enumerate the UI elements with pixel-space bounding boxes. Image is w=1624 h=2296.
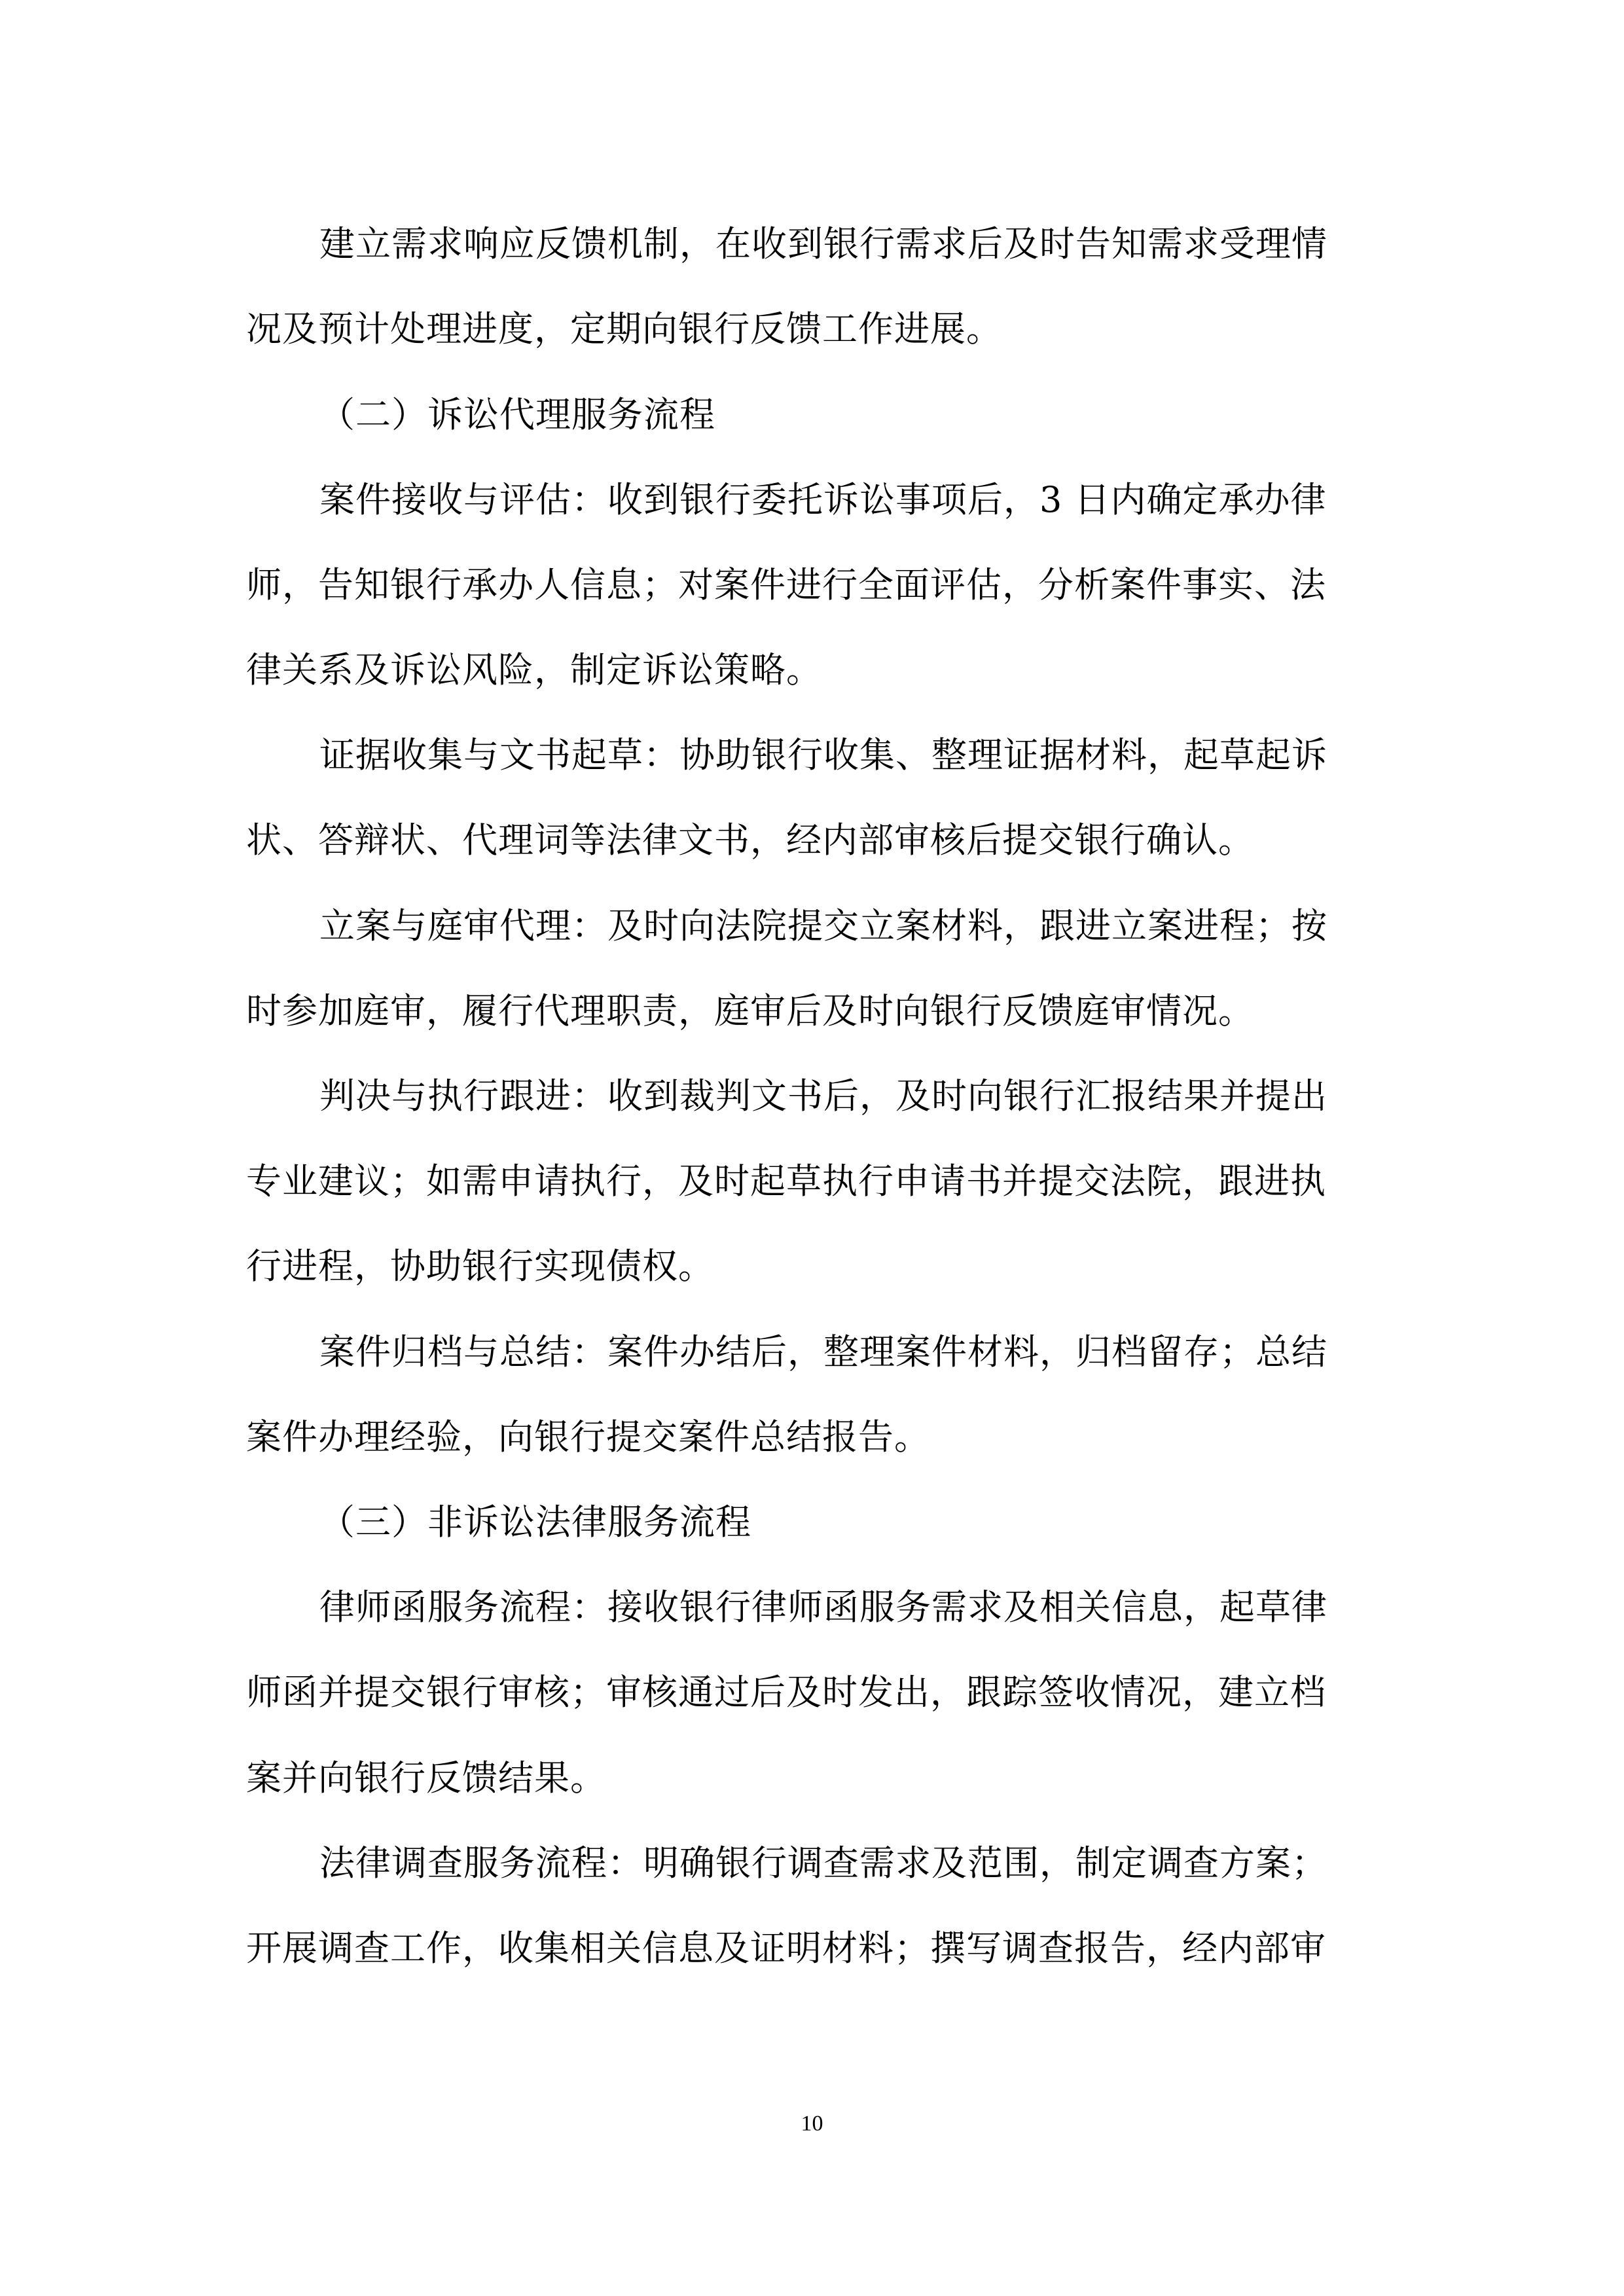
page-number: 10: [801, 2111, 823, 2136]
paragraph-line: 案件接收与评估：收到银行委托诉讼事项后，3 日内确定承办律: [319, 479, 1327, 520]
paragraph-line: 专业建议；如需申请执行，及时起草执行申请书并提交法院，跟进执: [246, 1160, 1326, 1202]
paragraph-line: 案件归档与总结：案件办结后，整理案件材料，归档留存；总结: [319, 1331, 1327, 1372]
paragraph-line: 师，告知银行承办人信息；对案件进行全面评估，分析案件事实、法: [246, 564, 1326, 605]
paragraph-line: 律关系及诉讼风险，制定诉讼策略。: [246, 649, 822, 691]
paragraph-line: 判决与执行跟进：收到裁判文书后，及时向银行汇报结果并提出: [319, 1075, 1327, 1117]
section-heading: （三）非诉讼法律服务流程: [319, 1501, 751, 1543]
paragraph-line: 法律调查服务流程：明确银行调查需求及范围，制定调查方案；: [319, 1842, 1327, 1884]
paragraph-line: 律师函服务流程：接收银行律师函服务需求及相关信息，起草律: [319, 1587, 1327, 1628]
paragraph-line: 案并向银行反馈结果。: [246, 1757, 606, 1799]
paragraph-line: 立案与庭审代理：及时向法院提交立案材料，跟进立案进程；按: [319, 905, 1327, 946]
paragraph-line: 开展调查工作，收集相关信息及证明材料；撰写调查报告，经内部审: [246, 1928, 1326, 1969]
paragraph-line: 案件办理经验，向银行提交案件总结报告。: [246, 1416, 930, 1458]
paragraph-line: 状、答辩状、代理词等法律文书，经内部审核后提交银行确认。: [246, 819, 1254, 861]
paragraph-line: 时参加庭审，履行代理职责，庭审后及时向银行反馈庭审情况。: [246, 990, 1254, 1031]
paragraph-line: 证据收集与文书起草：协助银行收集、整理证据材料，起草起诉: [319, 734, 1327, 776]
paragraph-line: 师函并提交银行审核；审核通过后及时发出，跟踪签收情况，建立档: [246, 1672, 1326, 1713]
paragraph-line: 行进程，协助银行实现债权。: [246, 1246, 714, 1287]
section-heading: （二）诉讼代理服务流程: [319, 394, 715, 435]
paragraph-line: 建立需求响应反馈机制，在收到银行需求后及时告知需求受理情: [319, 223, 1327, 264]
paragraph-line: 况及预计处理进度，定期向银行反馈工作进展。: [246, 308, 1002, 350]
